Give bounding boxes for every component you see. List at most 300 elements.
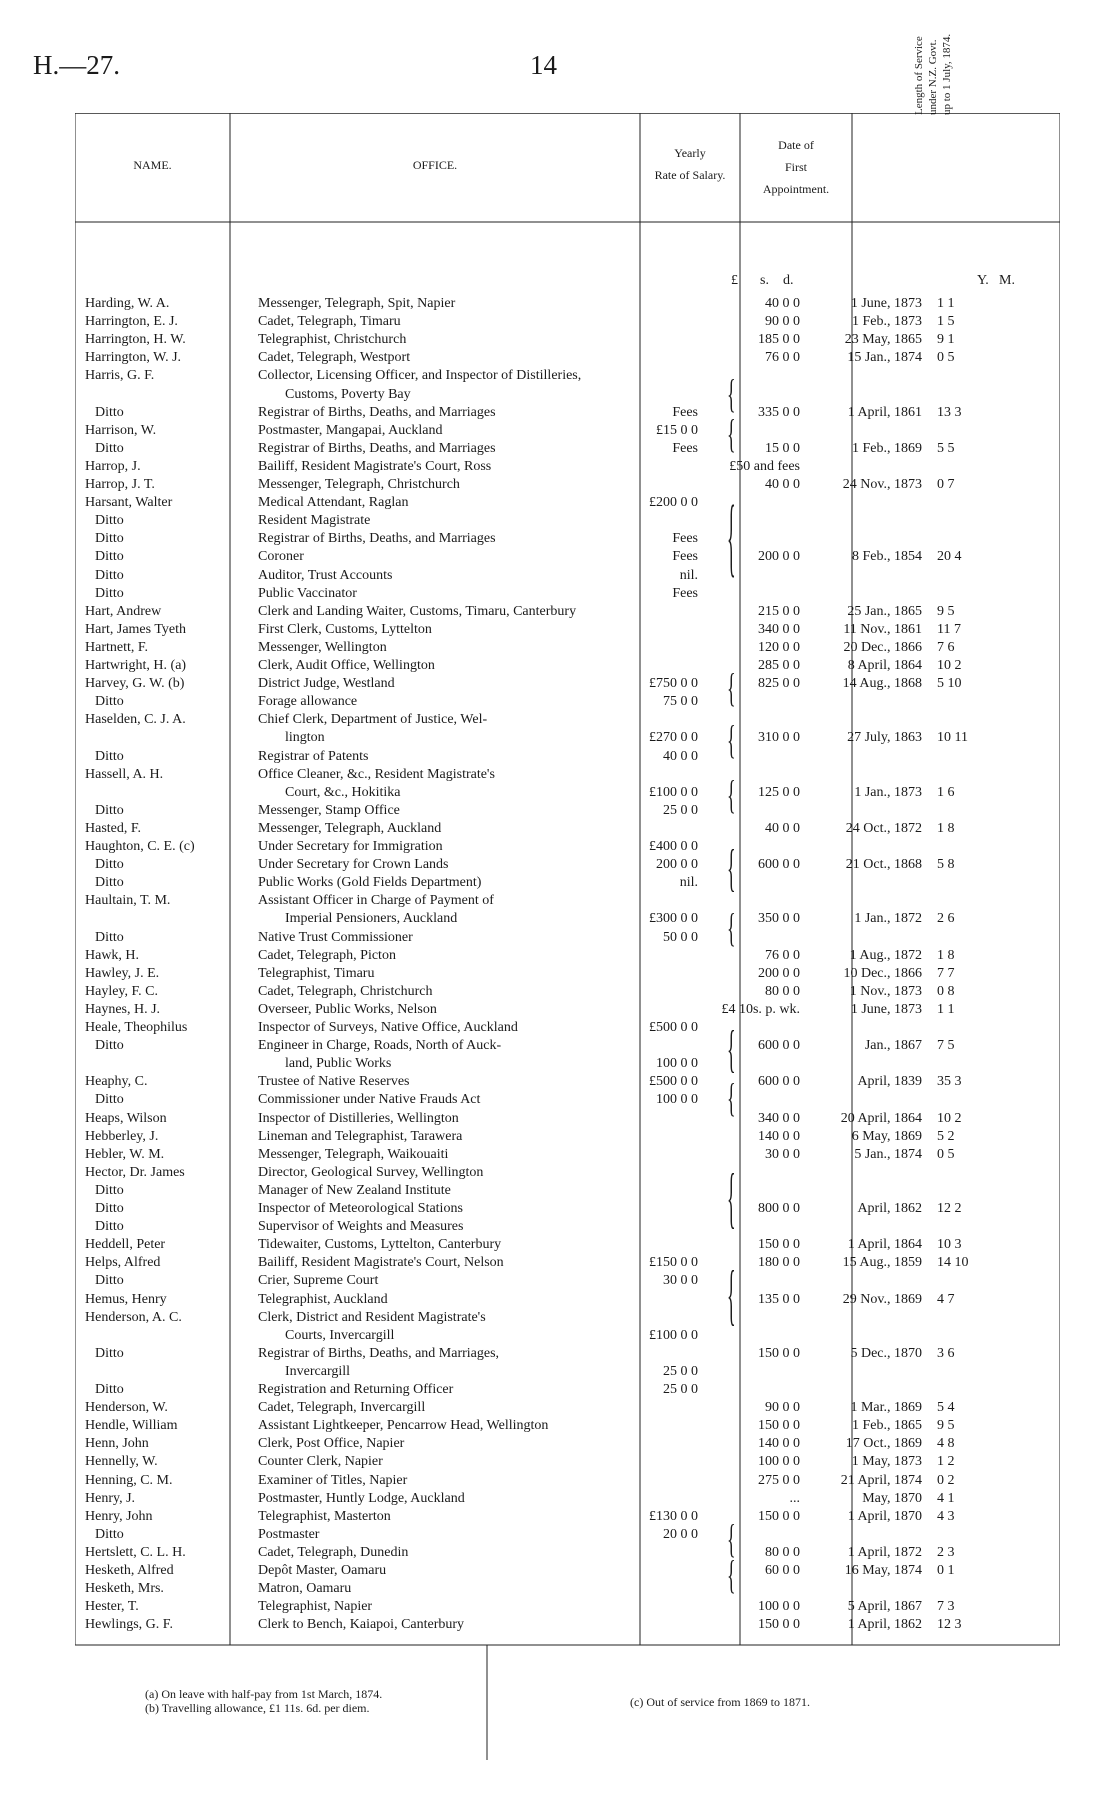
brace-icon: { [727, 1255, 736, 1333]
row-office: Supervisor of Weights and Measures [258, 1219, 464, 1235]
table-row [75, 802, 1060, 820]
row-salary: 350 0 0 [758, 911, 800, 927]
row-sub-amount: 30 0 0 [663, 1273, 698, 1289]
row-salary: 120 0 0 [758, 639, 800, 655]
row-salary: 150 0 0 [758, 1237, 800, 1253]
table-row [75, 711, 1060, 729]
row-service-length: 4 7 [937, 1291, 955, 1307]
row-office: Imperial Pensioners, Auckland [285, 911, 458, 927]
row-name: Hassell, A. H. [85, 766, 164, 782]
row-sub-amount: £15 0 0 [656, 422, 698, 438]
row-salary: 600 0 0 [758, 1074, 800, 1090]
row-salary: ... [789, 1490, 800, 1506]
row-office: Invercargill [285, 1363, 351, 1379]
table-row [75, 331, 1060, 349]
row-service-length: 10 11 [937, 730, 968, 746]
table-row [75, 1381, 1060, 1399]
row-appointment-date: 21 April, 1874 [840, 1472, 922, 1488]
row-office: Registrar of Births, Deaths, and Marriages [258, 440, 496, 456]
table-row [75, 693, 1060, 711]
row-office: Native Trust Commissioner [258, 929, 413, 945]
row-name: Ditto [95, 748, 124, 764]
table-row [75, 1182, 1060, 1200]
table-row [75, 856, 1060, 874]
row-office: Manager of New Zealand Institute [258, 1182, 451, 1198]
row-appointment-date: 20 Dec., 1866 [843, 639, 922, 655]
table-row [75, 1164, 1060, 1182]
row-service-length: 2 3 [937, 1544, 955, 1560]
row-office: Registrar of Births, Deaths, and Marriages, [258, 1345, 500, 1361]
row-name: Ditto [95, 567, 124, 583]
row-office: Overseer, Public Works, Nelson [258, 1001, 437, 1017]
row-salary: £4 10s. p. wk. [721, 1001, 800, 1017]
row-salary: 200 0 0 [758, 965, 800, 981]
row-service-length: 7 5 [937, 1038, 955, 1054]
row-appointment-date: 1 April, 1864 [847, 1237, 922, 1253]
row-salary: 125 0 0 [758, 784, 800, 800]
row-sub-amount: 25 0 0 [663, 1363, 698, 1379]
row-service-length: 35 3 [937, 1074, 962, 1090]
row-salary: 140 0 0 [758, 1128, 800, 1144]
row-office: Engineer in Charge, Roads, North of Auck- [258, 1038, 502, 1054]
brace-icon: { [727, 1075, 736, 1120]
row-service-length: 1 1 [937, 296, 955, 311]
row-appointment-date: 5 Jan., 1874 [854, 1146, 922, 1162]
table-row [75, 947, 1060, 965]
unit-months: M. [999, 273, 1015, 288]
brace-icon: { [727, 371, 736, 416]
row-salary: 600 0 0 [758, 857, 800, 873]
row-appointment-date: 8 April, 1864 [847, 658, 922, 673]
row-name: Ditto [95, 513, 124, 529]
column-header-salary-line1: Yearly [674, 146, 706, 160]
row-service-length: 12 3 [937, 1617, 962, 1633]
brace-icon: { [727, 772, 736, 817]
table-row [75, 567, 1060, 585]
table-row [75, 1128, 1060, 1146]
row-appointment-date: 1 April, 1870 [847, 1508, 922, 1524]
table-row [75, 1472, 1060, 1490]
table-row [75, 1345, 1060, 1363]
row-name: Hebberley, J. [85, 1128, 159, 1144]
row-office: Bailiff, Resident Magistrate's Court, Ross [258, 458, 492, 474]
page-number: 14 [530, 50, 557, 80]
table-row [75, 313, 1060, 331]
column-header-date-line3: Appointment. [762, 182, 830, 196]
table-row [75, 1091, 1060, 1109]
row-name: Henderson, A. C. [85, 1309, 182, 1325]
row-appointment-date: 1 Mar., 1869 [850, 1400, 922, 1416]
row-appointment-date: 1 April, 1862 [847, 1617, 922, 1633]
row-office: Matron, Oamaru [258, 1581, 352, 1597]
row-appointment-date: 17 Oct., 1869 [845, 1436, 922, 1452]
row-service-length: 0 7 [937, 477, 955, 492]
table-row [75, 1200, 1060, 1218]
row-service-length: 9 1 [937, 332, 955, 348]
row-office: Messenger, Telegraph, Christchurch [258, 477, 460, 492]
row-appointment-date: 23 May, 1865 [844, 332, 922, 348]
row-salary: £50 and fees [729, 458, 800, 474]
row-office: Under Secretary for Crown Lands [258, 857, 449, 873]
row-service-length: 1 8 [937, 947, 955, 963]
row-salary: 15 0 0 [765, 440, 800, 456]
row-service-length: 20 4 [937, 549, 962, 565]
row-office: Registrar of Births, Deaths, and Marriages [258, 404, 496, 420]
row-office: lington [285, 730, 325, 746]
row-name: Harrop, J. [85, 458, 141, 474]
row-name: Ditto [95, 802, 124, 818]
row-name: Harrington, E. J. [85, 314, 178, 330]
row-service-length: 1 6 [937, 784, 955, 800]
row-office: Cadet, Telegraph, Invercargill [258, 1400, 426, 1416]
row-office: Inspector of Distilleries, Wellington [258, 1110, 459, 1126]
row-salary: 90 0 0 [765, 314, 800, 330]
row-sub-amount: Fees [672, 549, 698, 565]
row-name: Harding, W. A. [85, 296, 170, 311]
row-office: Postmaster [258, 1526, 320, 1542]
table-row [75, 929, 1060, 947]
table-row [75, 386, 1060, 404]
row-appointment-date: 1 Aug., 1872 [849, 947, 922, 963]
row-salary: 215 0 0 [758, 603, 800, 619]
row-office: Lineman and Telegraphist, Tarawera [258, 1128, 463, 1144]
row-name: Ditto [95, 694, 124, 710]
column-header-length [912, 0, 954, 115]
row-appointment-date: 15 Aug., 1859 [842, 1255, 922, 1271]
row-office: Messenger, Telegraph, Auckland [258, 820, 442, 836]
table-row [75, 404, 1060, 422]
table-row [75, 1055, 1060, 1073]
row-office: Bailiff, Resident Magistrate's Court, Nelson [258, 1255, 504, 1271]
table-row [75, 1580, 1060, 1598]
row-salary: 180 0 0 [758, 1255, 800, 1271]
row-service-length: 4 3 [937, 1508, 955, 1524]
row-name: Harrison, W. [85, 422, 157, 438]
row-name: Ditto [95, 875, 124, 891]
row-salary: 200 0 0 [758, 549, 800, 565]
table-row [75, 910, 1060, 928]
row-appointment-date: April, 1862 [857, 1201, 922, 1216]
row-salary: 40 0 0 [765, 296, 800, 311]
row-salary: 40 0 0 [765, 477, 800, 492]
row-service-length: 9 5 [937, 1418, 955, 1434]
row-office: land, Public Works [285, 1056, 392, 1072]
row-name: Harsant, Walter [85, 495, 173, 511]
row-appointment-date: 1 April, 1872 [847, 1544, 922, 1560]
row-sub-amount: £750 0 0 [649, 676, 698, 692]
table-row [75, 548, 1060, 566]
row-salary: 800 0 0 [758, 1201, 800, 1216]
row-service-length: 5 8 [937, 857, 955, 873]
table-row [75, 1598, 1060, 1616]
row-office: Registration and Returning Officer [258, 1382, 454, 1397]
row-salary: 340 0 0 [758, 621, 800, 637]
table-row [75, 1291, 1060, 1309]
table-row [75, 1110, 1060, 1128]
row-name: Ditto [95, 1382, 124, 1397]
column-header-office: OFFICE. [412, 158, 458, 172]
row-appointment-date: 6 May, 1869 [851, 1128, 922, 1144]
table-row [75, 1037, 1060, 1055]
table-row [75, 1019, 1060, 1037]
row-appointment-date: 11 Nov., 1861 [843, 621, 922, 637]
column-header-date-line1: Date of [778, 138, 814, 152]
row-office: Collector, Licensing Officer, and Inspector of Distilleries, [258, 368, 582, 384]
row-service-length: 0 5 [937, 350, 955, 366]
row-appointment-date: 5 Dec., 1870 [850, 1345, 922, 1361]
row-name: Ditto [95, 549, 124, 565]
brace-icon: { [727, 1516, 736, 1561]
row-name: Henry, J. [85, 1490, 136, 1506]
row-office: Messenger, Telegraph, Spit, Napier [258, 296, 456, 311]
row-name: Harris, G. F. [85, 368, 155, 384]
row-appointment-date: 1 Jan., 1873 [854, 784, 922, 800]
row-salary: 100 0 0 [758, 1454, 800, 1470]
table-row [75, 512, 1060, 530]
row-name: Hesketh, Alfred [85, 1563, 174, 1578]
table-row [75, 1562, 1060, 1580]
unit-shillings: s. [760, 273, 769, 288]
row-service-length: 7 7 [937, 965, 955, 981]
row-sub-amount: £100 0 0 [649, 784, 698, 800]
row-office: Clerk, Audit Office, Wellington [258, 658, 435, 673]
row-appointment-date: 1 Nov., 1873 [849, 983, 922, 999]
row-salary: 285 0 0 [758, 658, 800, 673]
row-service-length: 10 2 [937, 1110, 962, 1126]
table-row [75, 766, 1060, 784]
row-service-length: 5 5 [937, 440, 955, 456]
row-salary: 150 0 0 [758, 1508, 800, 1524]
table-row [75, 422, 1060, 440]
table-row [75, 1236, 1060, 1254]
row-sub-amount: 100 0 0 [656, 1092, 698, 1108]
row-appointment-date: April, 1839 [857, 1074, 922, 1090]
row-name: Henry, John [85, 1508, 153, 1524]
row-sub-amount: 100 0 0 [656, 1056, 698, 1072]
row-office: Cadet, Telegraph, Picton [258, 947, 396, 963]
unit-years: Y. [977, 273, 989, 288]
column-header-length-line1: Length of Service [913, 36, 925, 115]
table-row [75, 983, 1060, 1001]
row-salary: 40 0 0 [765, 820, 800, 836]
row-service-length: 5 4 [937, 1400, 955, 1416]
row-name: Hesketh, Mrs. [85, 1581, 164, 1597]
row-name: Haultain, T. M. [85, 893, 171, 909]
row-service-length: 4 8 [937, 1436, 955, 1452]
row-name: Heale, Theophilus [85, 1020, 188, 1035]
column-header-name: NAME. [133, 158, 172, 172]
row-name: Haselden, C. J. A. [85, 712, 186, 728]
row-name: Harrington, W. J. [85, 350, 182, 366]
row-sub-amount: 20 0 0 [663, 1526, 698, 1542]
table-row [75, 1272, 1060, 1290]
row-sub-amount: 50 0 0 [663, 929, 698, 945]
row-appointment-date: 20 April, 1864 [840, 1110, 922, 1126]
row-name: Ditto [95, 1201, 124, 1216]
row-office: Telegraphist, Timaru [258, 965, 375, 981]
row-service-length: 11 7 [937, 621, 961, 637]
brace-icon: { [727, 1019, 736, 1078]
row-name: Ditto [95, 929, 124, 945]
row-appointment-date: 1 May, 1873 [851, 1454, 922, 1470]
row-salary: 335 0 0 [758, 404, 800, 420]
row-office: Cadet, Telegraph, Dunedin [258, 1544, 409, 1560]
row-service-length: 0 8 [937, 983, 955, 999]
table-row [75, 440, 1060, 458]
row-sub-amount: 25 0 0 [663, 1382, 698, 1397]
row-office: Tidewaiter, Customs, Lyttelton, Canterbury [258, 1237, 502, 1253]
row-office: Clerk, Post Office, Napier [258, 1436, 405, 1452]
row-name: Hawley, J. E. [85, 965, 160, 981]
row-service-length: 5 2 [937, 1128, 955, 1144]
footnote-c: (c) Out of service from 1869 to 1871. [630, 1695, 810, 1709]
table-row [75, 1254, 1060, 1272]
row-office: Clerk to Bench, Kaiapoi, Canterbury [258, 1617, 465, 1633]
row-office: Depôt Master, Oamaru [258, 1563, 387, 1578]
table-row [75, 892, 1060, 910]
row-name: Hasted, F. [85, 820, 142, 836]
row-service-length: 9 5 [937, 603, 955, 619]
row-appointment-date: 27 July, 1863 [847, 730, 922, 746]
row-office: Registrar of Births, Deaths, and Marriages [258, 531, 496, 547]
row-appointment-date: 1 April, 1861 [847, 404, 922, 420]
row-appointment-date: 29 Nov., 1869 [842, 1291, 922, 1307]
row-appointment-date: 24 Oct., 1872 [845, 820, 922, 836]
column-header-length-line2: under N.Z. Govt. [927, 39, 939, 115]
row-office: Crier, Supreme Court [258, 1273, 379, 1289]
row-service-length: 4 1 [937, 1490, 955, 1506]
row-name: Hemus, Henry [85, 1291, 167, 1307]
unit-pound: £ [731, 273, 738, 288]
brace-icon: { [727, 838, 736, 897]
row-office: Director, Geological Survey, Wellington [258, 1164, 484, 1180]
row-name: Henderson, W. [85, 1400, 168, 1416]
row-name: Hennelly, W. [85, 1454, 158, 1470]
unit-pence: d. [783, 273, 794, 288]
row-service-length: 10 3 [937, 1237, 962, 1253]
row-name: Hart, Andrew [85, 603, 162, 619]
row-name: Hester, T. [85, 1599, 139, 1615]
table-row [75, 476, 1060, 494]
row-name: Hartwright, H. (a) [85, 658, 187, 673]
row-office: Assistant Officer in Charge of Payment of [258, 893, 494, 909]
row-name: Ditto [95, 1526, 124, 1542]
row-office: Auditor, Trust Accounts [258, 567, 393, 583]
row-salary: 90 0 0 [765, 1400, 800, 1416]
row-name: Heaps, Wilson [85, 1110, 167, 1126]
table-row [75, 458, 1060, 476]
column-header-date-line2: First [784, 160, 807, 174]
row-office: Chief Clerk, Department of Justice, Wel- [258, 712, 488, 728]
row-appointment-date: May, 1870 [862, 1490, 922, 1506]
row-office: Coroner [258, 549, 304, 565]
row-appointment-date: Jan., 1867 [864, 1038, 922, 1054]
row-salary: 100 0 0 [758, 1599, 800, 1615]
row-salary: 185 0 0 [758, 332, 800, 348]
row-appointment-date: 25 Jan., 1865 [847, 603, 922, 619]
table-row [75, 585, 1060, 603]
row-sub-amount: Fees [672, 440, 698, 456]
brace-icon: { [727, 905, 736, 950]
row-office: Public Vaccinator [258, 585, 357, 601]
table-row [75, 838, 1060, 856]
row-office: Registrar of Patents [258, 748, 369, 764]
row-service-length: 12 2 [937, 1201, 962, 1216]
row-name: Helps, Alfred [85, 1255, 161, 1271]
table-row [75, 1417, 1060, 1435]
row-salary: 80 0 0 [765, 983, 800, 999]
footnote-b: (b) Travelling allowance, £1 11s. 6d. per diem. [145, 1701, 370, 1715]
row-office: Office Cleaner, &c., Resident Magistrate's [258, 766, 495, 782]
row-office: Telegraphist, Napier [258, 1599, 373, 1615]
row-salary: 600 0 0 [758, 1038, 800, 1054]
row-office: Inspector of Surveys, Native Office, Auckland [258, 1020, 518, 1035]
table-row [75, 1146, 1060, 1164]
row-appointment-date: 8 Feb., 1854 [852, 549, 922, 565]
row-salary: 150 0 0 [758, 1617, 800, 1633]
row-name: Harrington, H. W. [85, 332, 186, 348]
table-row [75, 494, 1060, 512]
row-sub-amount: nil. [679, 875, 698, 891]
row-office: Court, &c., Hokitika [285, 784, 401, 800]
row-service-length: 0 1 [937, 1563, 955, 1578]
row-name: Hector, Dr. James [85, 1164, 185, 1180]
row-appointment-date: 5 April, 1867 [847, 1599, 922, 1615]
row-name: Haughton, C. E. (c) [85, 839, 195, 854]
row-name: Hendle, William [85, 1418, 178, 1434]
row-office: Medical Attendant, Raglan [258, 495, 409, 511]
row-appointment-date: 1 Feb., 1869 [852, 440, 922, 456]
row-appointment-date: 15 Jan., 1874 [847, 350, 922, 366]
footnote-a: (a) On leave with half-pay from 1st March, 1874. [145, 1687, 383, 1701]
table-row [75, 1435, 1060, 1453]
table-row [75, 1616, 1060, 1634]
table-row [75, 1399, 1060, 1417]
row-salary: 140 0 0 [758, 1436, 800, 1452]
row-service-length: 1 1 [937, 1001, 955, 1017]
row-name: Hart, James Tyeth [85, 621, 187, 637]
table-row [75, 1508, 1060, 1526]
row-office: Clerk and Landing Waiter, Customs, Timaru, Canterbury [258, 603, 577, 619]
row-salary: 76 0 0 [765, 350, 800, 366]
table-row [75, 965, 1060, 983]
row-service-length: 1 2 [937, 1454, 955, 1470]
row-sub-amount: £150 0 0 [649, 1255, 698, 1271]
row-salary: 150 0 0 [758, 1345, 800, 1361]
row-sub-amount: 200 0 0 [656, 857, 698, 873]
row-name: Ditto [95, 531, 124, 547]
row-office: Trustee of Native Reserves [258, 1074, 410, 1090]
row-service-length: 3 6 [937, 1345, 955, 1361]
table-row [75, 530, 1060, 548]
table-row [75, 349, 1060, 367]
row-office: Public Works (Gold Fields Department) [258, 875, 482, 891]
row-office: Cadet, Telegraph, Christchurch [258, 983, 433, 999]
row-office: Clerk, District and Resident Magistrate's [258, 1309, 486, 1325]
row-service-length: 0 5 [937, 1146, 955, 1162]
row-office: Examiner of Titles, Napier [258, 1472, 408, 1488]
row-name: Ditto [95, 440, 124, 456]
row-office: Telegraphist, Masterton [258, 1508, 391, 1524]
row-salary: 150 0 0 [758, 1418, 800, 1434]
row-name: Henning, C. M. [85, 1472, 173, 1488]
row-office: First Clerk, Customs, Lyttelton [258, 621, 432, 637]
row-appointment-date: 1 Feb., 1873 [852, 314, 922, 330]
row-office: Assistant Lightkeeper, Pencarrow Head, Wellington [258, 1418, 549, 1434]
table-row [75, 1490, 1060, 1508]
row-appointment-date: 1 June, 1873 [850, 1001, 922, 1017]
row-appointment-date: 1 Jan., 1872 [854, 911, 922, 927]
